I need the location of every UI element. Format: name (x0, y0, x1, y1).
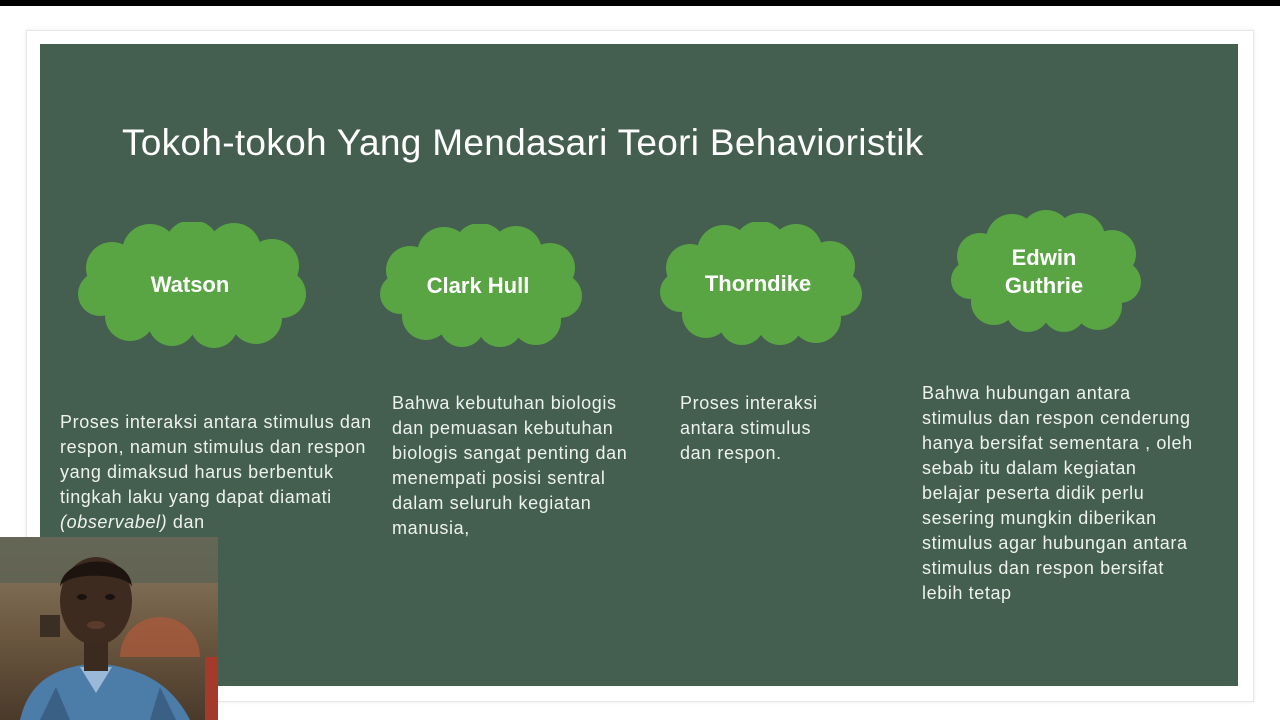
cloud-label: Edwin Guthrie (1004, 245, 1084, 298)
webcam-overlay (0, 537, 218, 720)
cloud-thorndike (654, 222, 862, 346)
description-italic: (observabel) (60, 512, 168, 532)
presentation-slide (40, 44, 1238, 686)
cloud-label: Thorndike (704, 271, 812, 296)
top-bar (0, 0, 1280, 6)
description-thorndike: Proses interaksi antara stimulus dan respon. (680, 393, 818, 463)
cloud-label: Watson (150, 272, 230, 297)
cloud-watson (72, 222, 308, 348)
slide-title: Tokoh-tokoh Yang Mendasari Teori Behavioristik (122, 122, 924, 163)
cloud-edwin-guthrie (946, 210, 1142, 334)
description-clark-hull: Bahwa kebutuhan biologis dan pemuasan kebutuhan biologis sangat penting dan menempati posisi sentral dalam seluruh kegiatan manusia, (392, 393, 628, 538)
description-text: dan (167, 512, 205, 532)
description-edwin-guthrie: Bahwa hubungan antara stimulus dan respon cenderung hanya bersifat sementara , oleh sebab itu dalam kegiatan belajar peserta didik perlu sesering mungkin diberikan stimulus agar hubungan antara stimulus dan respon bersifat lebih tetap (922, 383, 1193, 603)
presenter-video (0, 537, 218, 720)
description-watson (60, 410, 376, 535)
cloud-label: Clark Hull (426, 273, 530, 298)
description-text: Proses interaksi antara stimulus dan respon, namun stimulus dan respon yang dimaksud harus berbentuk tingkah laku yang dapat diamati (60, 412, 372, 507)
cloud-clark-hull (374, 224, 582, 348)
